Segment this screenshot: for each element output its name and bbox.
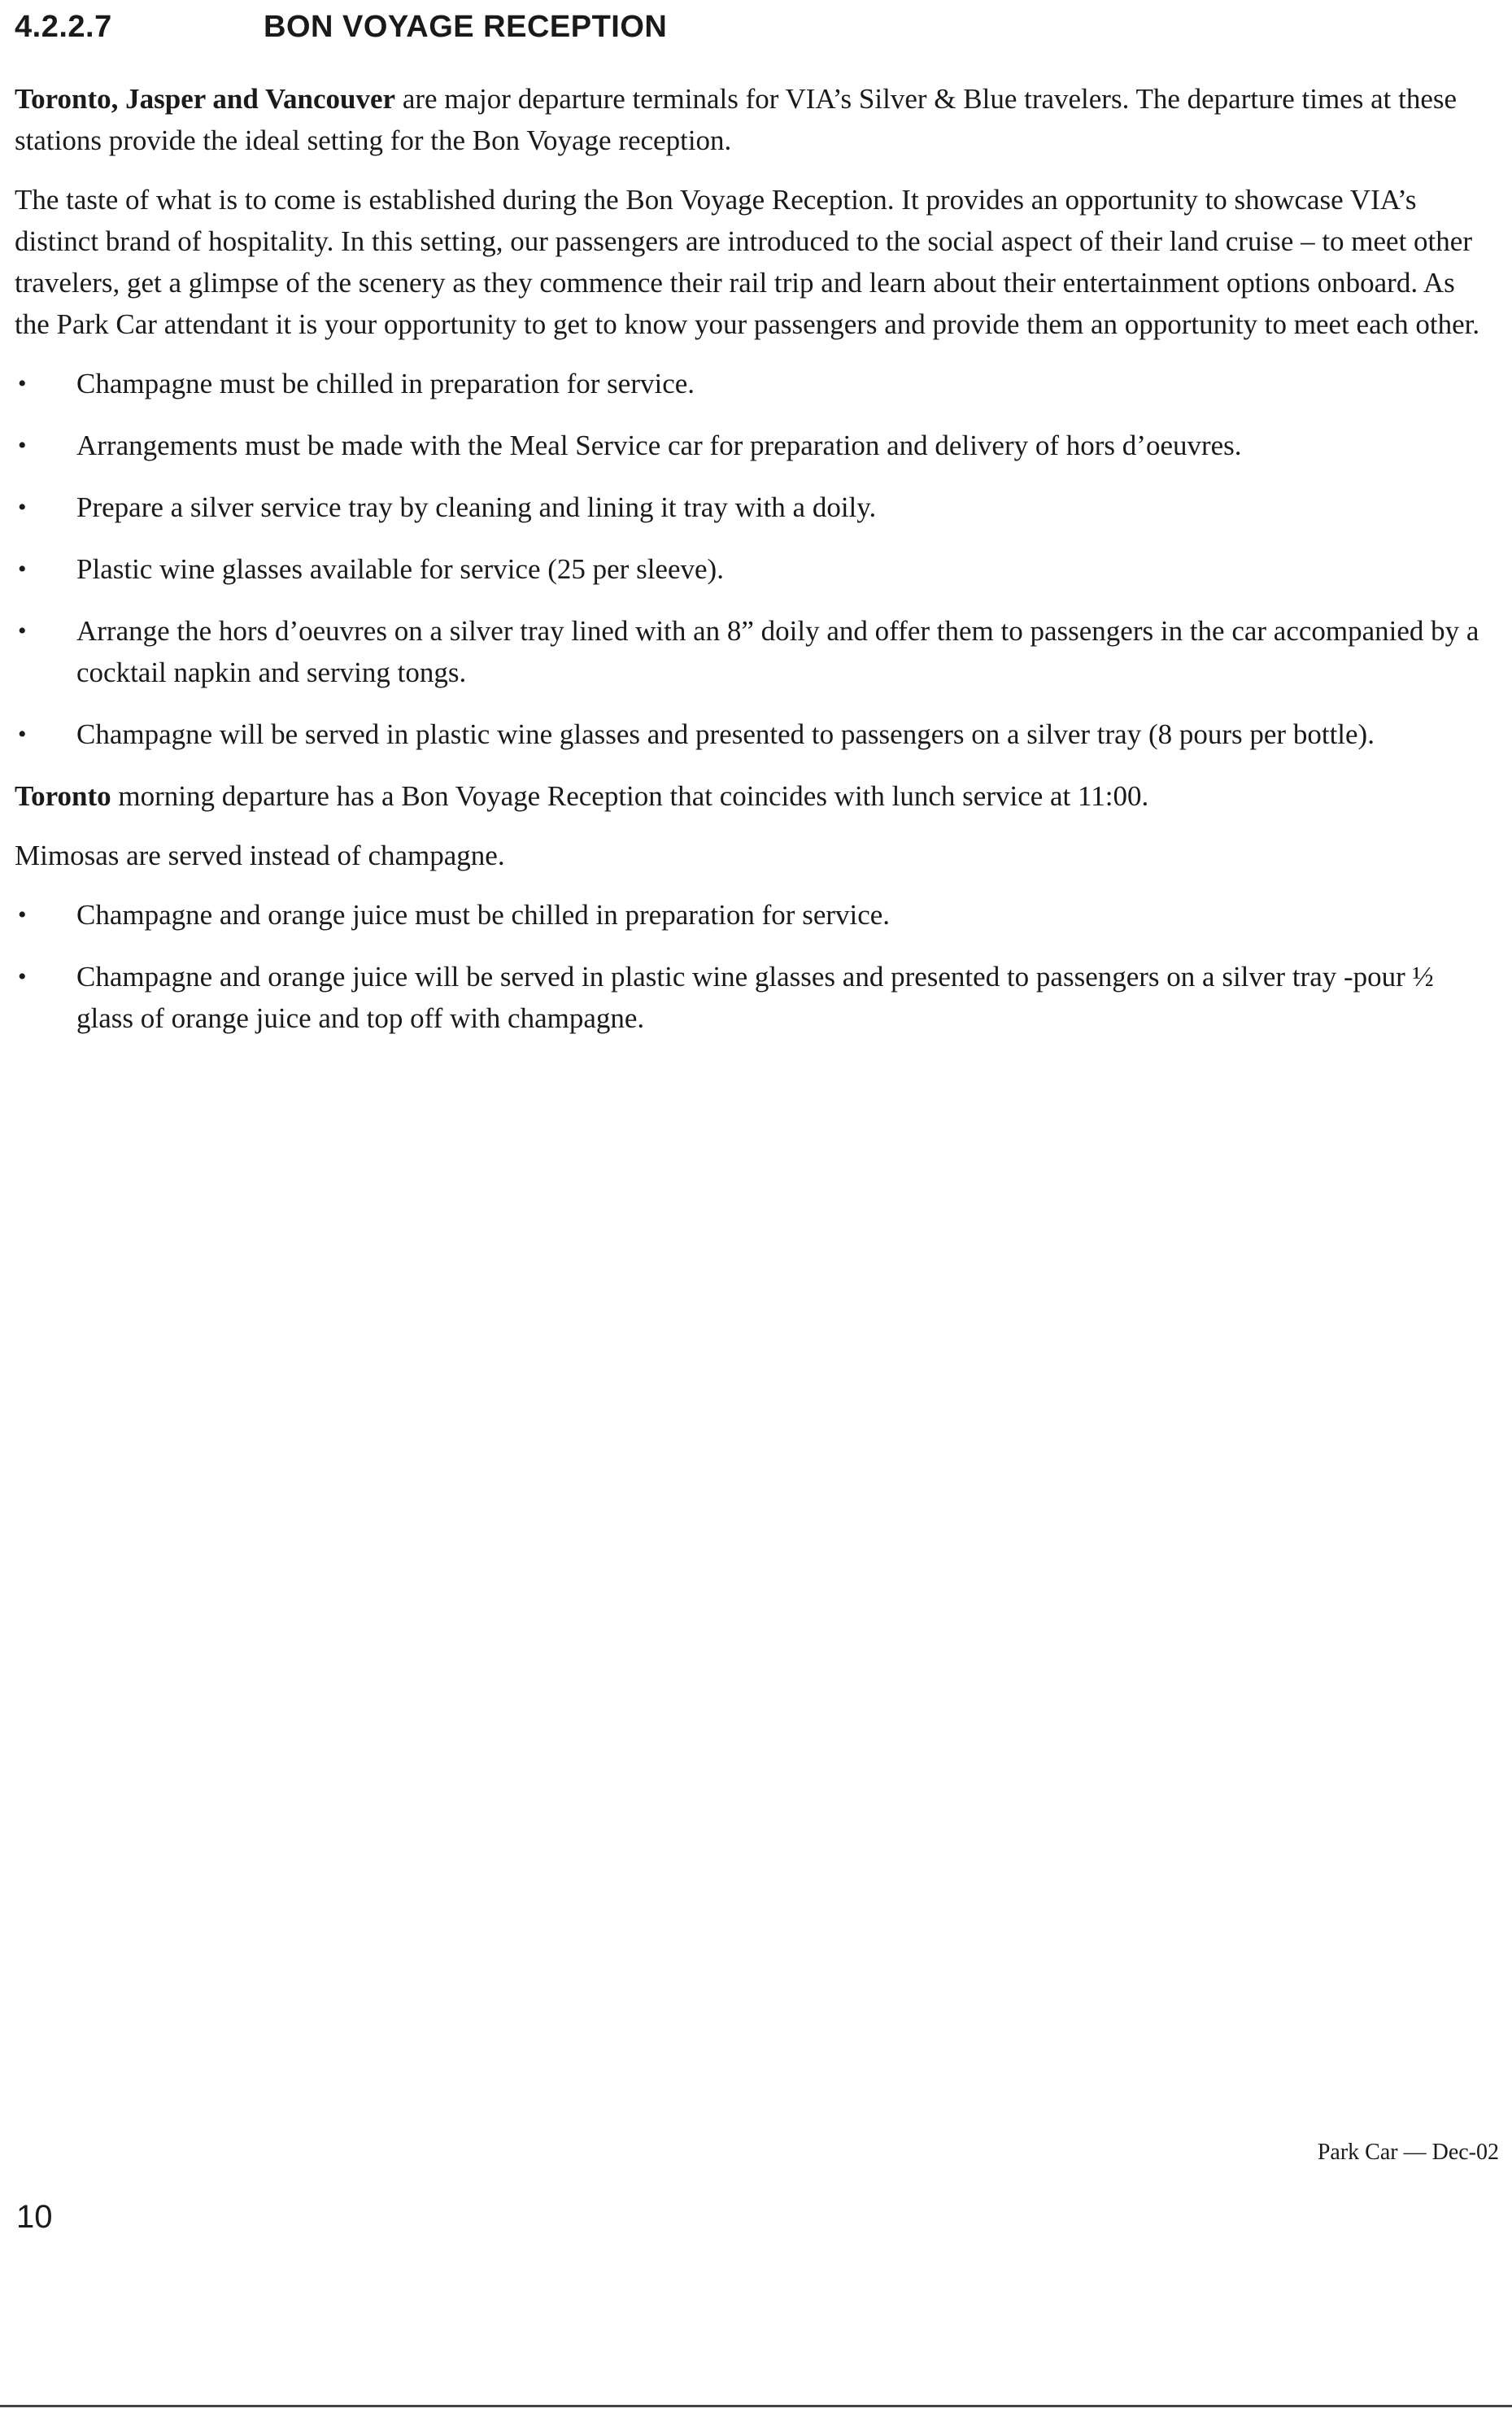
body-text (15, 78, 1487, 1059)
intro-bold-lead: Toronto, Jasper and Vancouver (15, 83, 396, 115)
footer-doc-label: Park Car — Dec-02 (1317, 2140, 1499, 2165)
list-item-text: Arrangements must be made with the Meal Service car for preparation and delivery of hors d’oeuvres. (76, 430, 1242, 461)
list-item-text: Prepare a silver service tray by cleaning and lining it tray with a doily. (76, 491, 877, 523)
section-heading (15, 10, 667, 45)
toronto-paragraph (15, 775, 1487, 817)
mimosa-list (15, 894, 1487, 1039)
bullet-icon: • (18, 432, 27, 459)
intro-paragraph (15, 78, 1487, 161)
list-item (15, 487, 1487, 528)
bullet-icon: • (18, 494, 27, 521)
list-item-text: Arrange the hors d’oeuvres on a silver tray lined with an 8” doily and offer them to passengers in the car accompanied by a cocktail napkin and serving tongs. (76, 615, 1479, 688)
list-item (15, 713, 1487, 755)
list-item (15, 894, 1487, 936)
list-item (15, 548, 1487, 590)
list-item-text: Champagne will be served in plastic wine glasses and presented to passengers on a silver tray (8 pours per bottle). (76, 718, 1375, 750)
page-number: 10 (16, 2199, 53, 2235)
mimosa-note: Mimosas are served instead of champagne. (15, 840, 505, 871)
bullet-icon: • (18, 617, 27, 644)
section-title: BON VOYAGE RECEPTION (264, 10, 668, 44)
list-item-text: Plastic wine glasses available for service (25 per sleeve). (76, 553, 724, 585)
section-number: 4.2.2.7 (15, 10, 112, 44)
list-item-text: Champagne and orange juice will be served in plastic wine glasses and presented to passengers on a silver tray -pour ½ glass of orange juice and top off with champagne. (76, 961, 1434, 1034)
bullet-icon: • (18, 721, 27, 748)
bullet-icon: • (18, 556, 27, 583)
toronto-bold-lead: Toronto (15, 780, 111, 812)
bottom-rule (0, 2405, 1512, 2407)
list-item (15, 425, 1487, 466)
preparation-list (15, 363, 1487, 755)
list-item (15, 956, 1487, 1039)
list-item-text: Champagne and orange juice must be chilled in preparation for service. (76, 899, 891, 931)
bullet-icon: • (18, 370, 27, 397)
intro-text: are major departure terminals for VIA’s Silver & Blue travelers. The departure times at these stations provide the ideal setting for the Bon Voyage reception. (15, 83, 1458, 156)
list-item-text: Champagne must be chilled in preparation for service. (76, 368, 695, 399)
description-paragraph: The taste of what is to come is established during the Bon Voyage Reception. It provides an opportunity to showcase VIA’s distinct brand of hospitality. In this setting, our passengers are introduced to the social aspect of their land cruise – to meet other travelers, get a glimpse of the scenery as they commence their rail trip and learn about their entertainment options onboard. As the Park Car attendant it is your opportunity to get to know your passengers and provide them an opportunity to meet each other. (15, 184, 1480, 340)
bullet-icon: • (18, 901, 27, 928)
toronto-text: morning departure has a Bon Voyage Reception that coincides with lunch service at 11:00. (111, 780, 1149, 812)
bullet-icon: • (18, 963, 27, 990)
list-item (15, 363, 1487, 404)
list-item (15, 610, 1487, 693)
